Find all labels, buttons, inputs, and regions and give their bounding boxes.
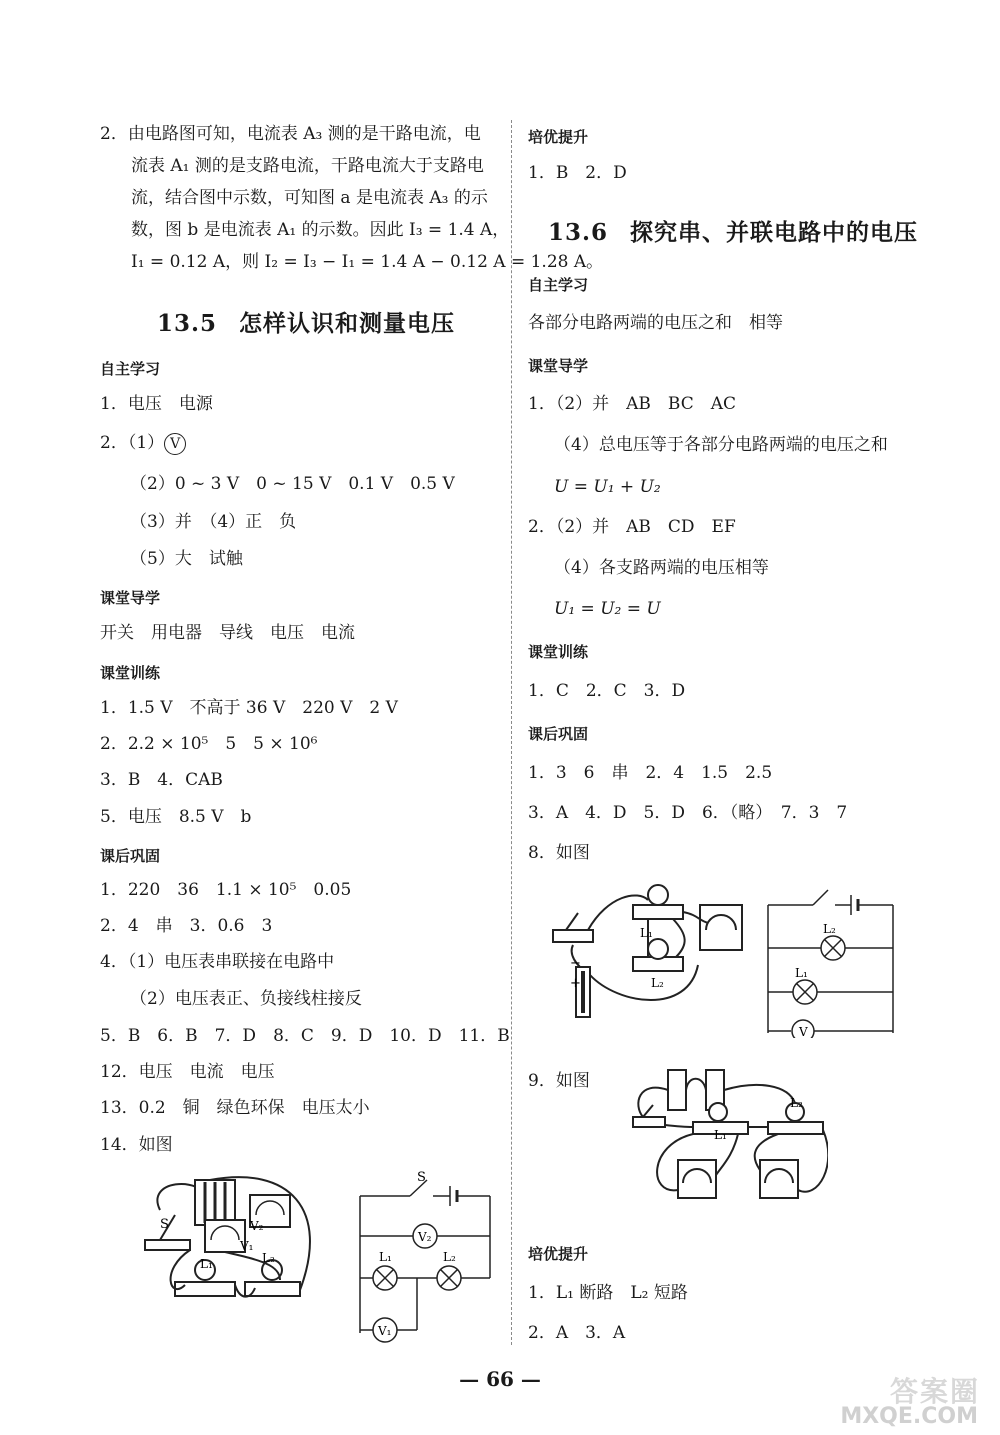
figure-8-wiring	[548, 875, 753, 1020]
svg-text:−: −	[570, 956, 581, 971]
schem14-label-l2: L₂	[443, 1250, 456, 1264]
section-title-13-5: 13.5 怎样认识和测量电压	[157, 310, 456, 337]
schem8-label-v: V	[799, 1025, 808, 1038]
gg-answer-2: 2．4 串 3．0.6 3	[100, 916, 273, 936]
gg-answer-13: 13．0.2 铜 绿色环保 电压太小	[100, 1098, 370, 1118]
schem8-label-l1: L₁	[795, 966, 808, 980]
gg-answer-12: 12．电压 电流 电压	[100, 1062, 275, 1082]
heading-gonggu-2: 课后巩固	[528, 725, 589, 743]
xl-answer: 1．C 2．C 3．D	[528, 681, 686, 701]
xl-answer-1: 1．1.5 V 不高于 36 V 220 V 2 V	[100, 698, 398, 718]
page-number: — 66 —	[459, 1367, 541, 1391]
gg-answer-14: 14．如图	[100, 1135, 173, 1155]
heading-gonggu: 课后巩固	[100, 847, 161, 865]
heading-zizhu: 自主学习	[100, 360, 161, 378]
voltmeter-symbol-icon: V	[164, 433, 186, 455]
svg-text:+: +	[570, 976, 581, 991]
gg-answer-1-2: 1．3 6 串 2．4 1.5 2.5	[528, 763, 773, 783]
schem14-label-v1: V₁	[378, 1324, 392, 1338]
answer-2-line-5: I₁ = 0.12 A，则 I₂ = I₃ − I₁ = 1.4 A − 0.12 A = 1.28 A。	[131, 252, 604, 272]
fig14-label-v1: V₁	[240, 1239, 254, 1253]
py-top-answer: 1．B 2．D	[528, 163, 627, 183]
zz-answer-2: 2．（1） V	[100, 432, 186, 455]
answer-2-line-3: 流，结合图中示数，可知图 a 是电流表 A₃ 的示	[131, 188, 488, 208]
figure-14-wiring	[140, 1170, 330, 1340]
gg-answer-1: 1．220 36 1.1 × 10⁵ 0.05	[100, 880, 352, 900]
section-title-13-6: 13.6 探究串、并联电路中的电压	[548, 219, 919, 246]
fig9-label-l1: L₁	[714, 1128, 727, 1142]
fig14-label-l2: L₂	[262, 1251, 275, 1265]
xl-answer-3: 3．B 4．CAB	[100, 770, 223, 790]
gg-answer-5-11: 5．B 6．B 7．D 8．C 9．D 10．D 11．B	[100, 1026, 510, 1046]
figure-9-wiring	[628, 1065, 828, 1205]
watermark-url: MXQE.COM	[840, 1404, 978, 1429]
figure-8-schematic	[763, 878, 903, 1038]
dx-answer-2-eq: U₁ = U₂ = U	[554, 599, 661, 619]
gg-answer-3-7: 3．A 4．D 5．D 6．（略） 7．3 7	[528, 803, 848, 823]
watermark-logo: 答案圈	[889, 1375, 980, 1408]
dx-answer-2: 2．（2）并 AB CD EF	[528, 517, 736, 537]
zz-answer-2-2: （2）0 ~ 3 V 0 ~ 15 V 0.1 V 0.5 V	[130, 474, 455, 494]
fig9-label-l2: L₂	[790, 1096, 803, 1110]
fig8-label-l1: L₁	[640, 926, 653, 940]
xl-answer-5: 5．电压 8.5 V b	[100, 807, 252, 827]
gg-answer-4a: 4．（1）电压表串联接在电路中	[100, 952, 335, 972]
answer-2-line-4: 数，图 b 是电流表 A₁ 的示数。因此 I₃ = 1.4 A，	[131, 220, 510, 240]
dx-answer-2-4: （4）各支路两端的电压相等	[554, 558, 769, 578]
gg-answer-9: 9．如图	[528, 1071, 590, 1091]
dx-answer-1-eq: U = U₁ + U₂	[554, 477, 661, 497]
zz-answer-2-3: （3）并 （4）正 负	[130, 512, 297, 532]
schem14-label-v2: V₂	[418, 1230, 432, 1244]
schem8-label-l2: L₂	[823, 922, 836, 936]
gg-answer-4b: （2）电压表正、负接线柱接反	[130, 989, 362, 1009]
answer-2-line-2: 流表 A₁ 测的是支路电流，干路电流大于支路电	[131, 156, 484, 176]
column-divider	[511, 120, 512, 1345]
py-answer-2-3: 2．A 3．A	[528, 1323, 626, 1343]
heading-daoxue-2: 课堂导学	[528, 357, 589, 375]
dx-answer-1-4: （4）总电压等于各部分电路两端的电压之和	[554, 435, 888, 455]
zz-answer: 各部分电路两端的电压之和 相等	[528, 313, 783, 333]
xl-answer-2: 2．2.2 × 10⁵ 5 5 × 10⁶	[100, 734, 318, 754]
heading-xunlian: 课堂训练	[100, 664, 161, 682]
heading-xunlian-2: 课堂训练	[528, 643, 589, 661]
fig14-label-s: S	[160, 1217, 169, 1232]
heading-daoxue: 课堂导学	[100, 589, 161, 607]
heading-peiyou-bottom: 培优提升	[528, 1245, 589, 1263]
figure-14-schematic	[355, 1168, 500, 1343]
py-answer-1: 1．L₁ 断路 L₂ 短路	[528, 1283, 688, 1303]
heading-peiyou-top: 培优提升	[528, 128, 589, 146]
fig14-label-l1: L₁	[200, 1257, 213, 1271]
schem14-label-s: S	[417, 1170, 426, 1185]
dx-answer-1: 1．（2）并 AB BC AC	[528, 394, 737, 414]
zz-answer-1: 1．电压 电源	[100, 394, 213, 414]
zz-answer-2-5: （5）大 试触	[130, 549, 243, 569]
answer-2-line-1: 2．由电路图可知，电流表 A₃ 测的是干路电流，电	[100, 124, 481, 144]
dx-answer: 开关 用电器 导线 电压 电流	[100, 623, 355, 643]
schem14-label-l1: L₁	[379, 1250, 392, 1264]
fig14-label-v2: V₂	[250, 1219, 264, 1233]
gg-answer-8: 8．如图	[528, 843, 590, 863]
heading-zizhu-2: 自主学习	[528, 276, 589, 294]
fig8-label-l2: L₂	[651, 976, 664, 990]
